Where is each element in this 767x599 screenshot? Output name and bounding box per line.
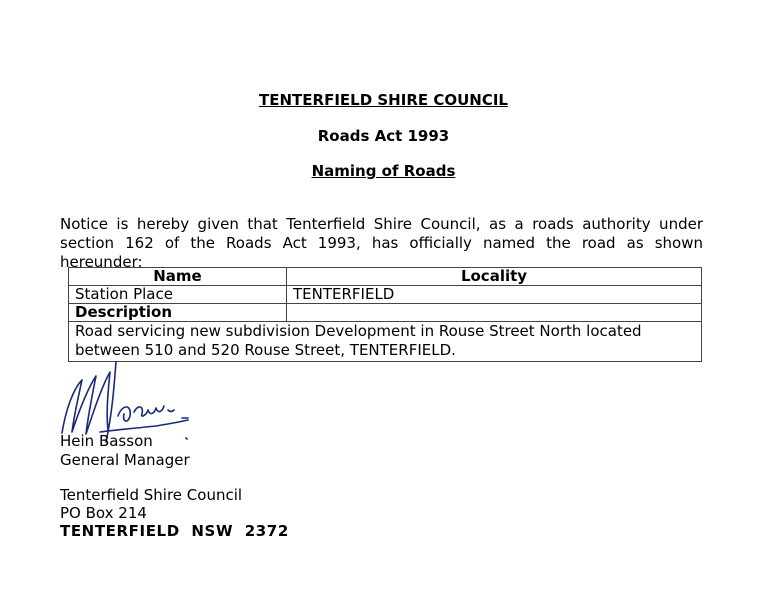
locality-cell: TENTERFIELD [287,286,702,304]
act-heading: Roads Act 1993 [317,127,450,145]
description-text: Road servicing new subdivision Development in Rouse Street North located between 510 and 520 Rouse Street, TENTERFIELD. [69,322,702,362]
description-text-row [69,322,702,362]
table-header-row [69,268,702,286]
council-heading: TENTERFIELD SHIRE COUNCIL [259,91,508,109]
notice-line-1: Notice is hereby given that Tenterfield Shire Council, as a roads authority under [60,215,703,233]
road-name-cell: Station Place [69,286,287,304]
address-line-3: TENTERFIELD NSW 2372 [60,522,289,540]
signatory-title: General Manager [60,451,190,469]
road-naming-table [68,267,702,362]
address-line-2: PO Box 214 [60,504,147,522]
description-empty-cell [287,304,702,322]
notice-line-2: section 162 of the Roads Act 1993, has officially named the road as shown hereunder: [60,234,703,271]
column-header-locality: Locality [287,268,702,286]
table-row [69,286,702,304]
description-label: Description [69,304,287,322]
column-header-name: Name [69,268,287,286]
description-label-row [69,304,702,322]
signatory-name: Hein Basson [60,432,153,450]
subject-heading: Naming of Roads [311,162,456,180]
address-line-1: Tenterfield Shire Council [60,486,243,504]
